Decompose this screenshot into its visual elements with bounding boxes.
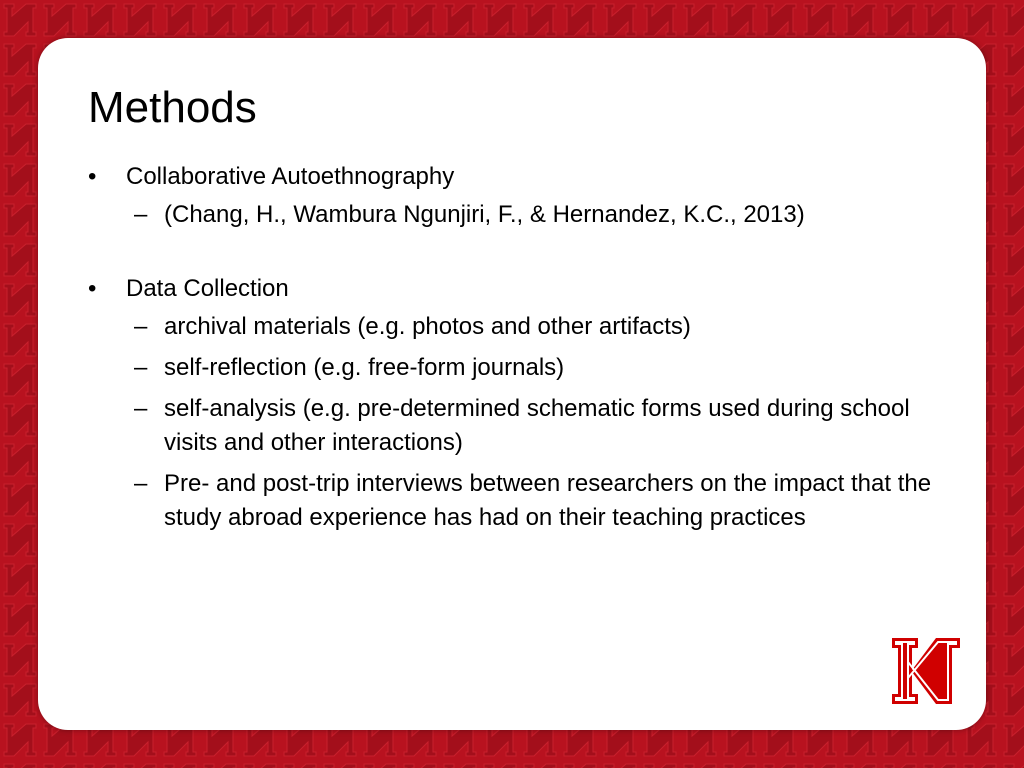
sub-list-item [119,310,938,344]
sub-bullet-text: self-reflection (e.g. free-form journals) [164,354,565,381]
sub-bullet-text: (Chang, H., Wambura Ngunjiri, F., & Hernandez, K.C., 2013) [164,201,805,228]
sub-bullet-text: archival materials (e.g. photos and other artifacts) [164,313,691,340]
dash-icon: – [134,395,148,422]
sub-list-item [119,467,938,535]
list-item [88,272,938,535]
dash-icon: – [134,313,148,340]
bullet-text: Data Collection [126,275,289,302]
sub-bullet-list [126,198,938,232]
slide-content [88,160,938,535]
bullet-list [88,160,938,535]
dash-icon: – [134,470,148,497]
sub-list-item [119,392,938,460]
dash-icon: – [134,201,148,228]
bullet-icon: • [88,163,97,190]
sub-bullet-list [126,310,938,535]
sub-list-item [119,351,938,385]
sub-bullet-text: Pre- and post-trip interviews between researchers on the impact that the study abroad experience has had on their teaching practices [164,470,932,531]
nebraska-n-logo-icon [890,636,962,706]
sub-list-item [119,198,938,232]
dash-icon: – [134,354,148,381]
bullet-text: Collaborative Autoethnography [126,163,455,190]
list-item [88,160,938,232]
bullet-icon: • [88,275,97,302]
slide-title: Methods [88,83,257,132]
sub-bullet-text: self-analysis (e.g. pre-determined schematic forms used during school visits and other interactions) [164,395,910,456]
slide-card [38,38,986,730]
